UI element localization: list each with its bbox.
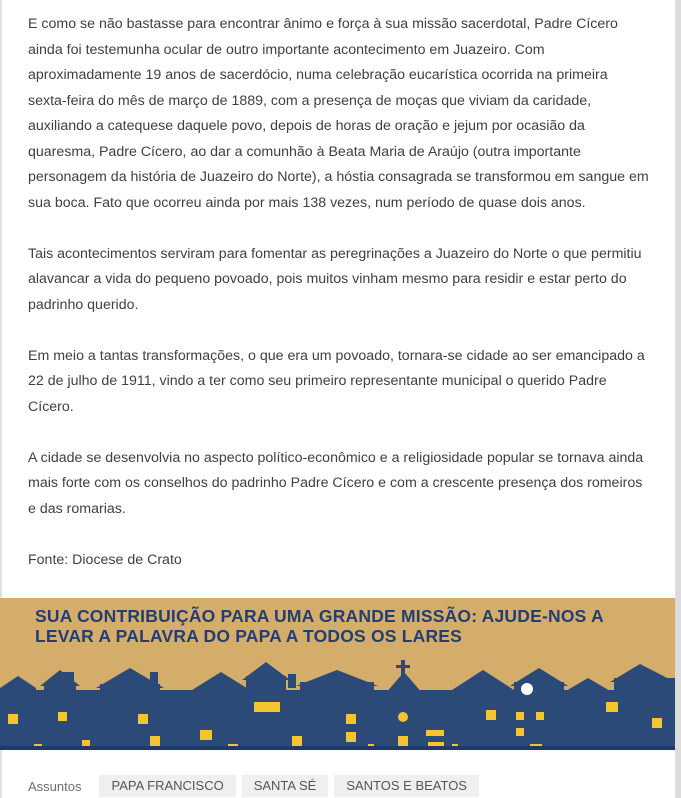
donation-banner[interactable] xyxy=(0,598,675,750)
scrollbar-track[interactable] xyxy=(675,0,681,798)
tag-papa-francisco[interactable]: PAPA FRANCISCO xyxy=(99,775,235,797)
article-paragraph: A cidade se desenvolvia no aspecto político-econômico e a religiosidade popular se tornava ainda mais forte com os conselhos do padrinho Padre Cícero e com a crescente presença dos romeiros e das romarias. xyxy=(28,449,644,517)
tags-bar xyxy=(28,774,485,798)
moon-icon xyxy=(521,683,533,695)
tag-santa-se[interactable]: SANTA SÉ xyxy=(242,775,329,797)
article-paragraph: Em meio a tantas transformações, o que era um povoado, tornara-se cidade ao ser emancipado a 22 de julho de 1911, vindo a ter como seu primeiro representante municipal o querido Padre Cícero. xyxy=(28,347,645,415)
article-body xyxy=(28,12,650,599)
article-source: Fonte: Diocese de Crato xyxy=(28,551,182,568)
banner-title: SUA CONTRIBUIÇÃO PARA UMA GRANDE MISSÃO: AJUDE-NOS A LEVAR A PALAVRA DO PAPA A TODOS OS LARES xyxy=(35,606,604,646)
article-paragraph: E como se não bastasse para encontrar ânimo e força à sua missão sacerdotal, Padre Cícero ainda foi testemunha ocular de outro importante acontecimento em Juazeiro. Com aproximadamente 19 anos de sacerdócio, numa celebração eucarística ocorrida na primeira sexta-feira do mês de março de 1889, com a presença de moças que viviam da caridade, auxiliando a catequese daquele povo, depois de horas de oração e jejum por ocasião da quaresma, Padre Cícero, ao dar a comunhão à Beata Maria de Araújo (outra importante personagem da história de Juazeiro do Norte), a hóstia consagrada se transformou em sangue em sua boca. Fato que ocorreu ainda por mais 138 vezes, num período de quase dois anos. xyxy=(28,16,649,211)
tag-santos-e-beatos[interactable]: SANTOS E BEATOS xyxy=(334,775,479,797)
tags-label: Assuntos xyxy=(28,778,82,794)
article-paragraph: Tais acontecimentos serviram para fomentar as peregrinações a Juazeiro do Norte o que permitiu alavancar a vida do pequeno povoado, pois muitos vinham mesmo para residir e estar perto do padrinho querido. xyxy=(28,245,642,313)
